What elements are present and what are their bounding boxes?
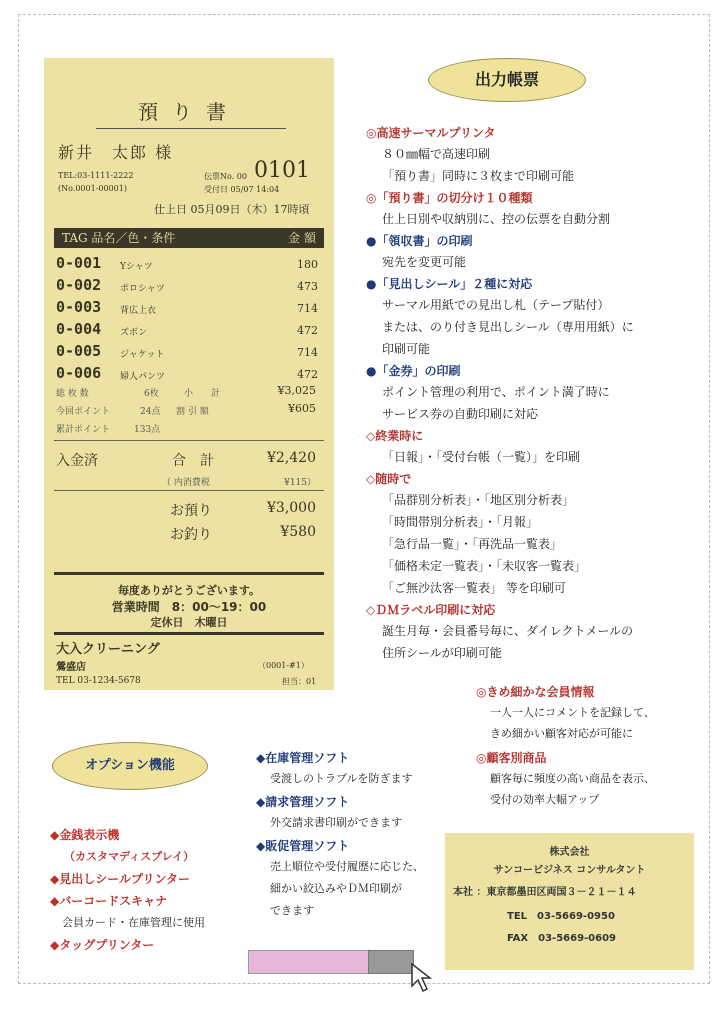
bullet-icon: ● xyxy=(366,277,377,291)
output-section-head xyxy=(366,232,706,251)
section-line: 受付の効率大幅アップ xyxy=(490,793,600,806)
receipt-item-row xyxy=(56,342,318,364)
option-item xyxy=(50,934,250,956)
section-title: 「金券」の印刷 xyxy=(376,364,461,378)
option-title: バーコードスキャナ xyxy=(59,894,168,908)
output-section-head xyxy=(366,189,706,208)
bullet-icon: ● xyxy=(366,364,377,378)
software-item xyxy=(256,836,446,856)
slip-no: 0101 xyxy=(254,158,310,183)
section-title: 高速サーマルプリンタ xyxy=(376,126,496,140)
software-title: 請求管理ソフト xyxy=(265,795,350,809)
company-fax: FAX 03-5669-0609 xyxy=(507,933,617,944)
bullet-icon: ◎ xyxy=(366,126,377,140)
progress-bar-pink xyxy=(248,950,370,974)
tax-label: （ 内消費税 xyxy=(162,478,210,488)
shop-branch: 鶯盛店 xyxy=(56,662,86,673)
slip-label: 伝票No. 00 xyxy=(204,172,247,181)
total-count-label: 総 枚 数 xyxy=(56,389,89,399)
bullet-icon: ◇ xyxy=(366,603,376,617)
section-line: 「預り書」同時に３枚まで印刷可能 xyxy=(382,169,575,183)
item-code: 0-001 xyxy=(56,254,102,272)
section-line: 仕上日別や収納別に、控の伝票を自動分割 xyxy=(382,212,611,226)
receipt-image xyxy=(44,58,334,690)
due-date: 仕上日 05月09日（木）17時頃 xyxy=(154,203,310,216)
section-title: 「見出しシール」２種に対応 xyxy=(376,277,533,291)
company-tel: TEL 03-5669-0950 xyxy=(507,911,615,922)
item-code: 0-004 xyxy=(56,320,102,338)
receipt-title: 預り書 xyxy=(138,100,240,124)
software-line: 受渡しのトラブルを防ぎます xyxy=(270,772,413,785)
total: ¥2,420 xyxy=(267,450,316,466)
points: 24点 xyxy=(140,407,161,417)
section-line: 住所シールが印刷可能 xyxy=(382,646,502,660)
output-section-head xyxy=(366,601,706,620)
item-price: 473 xyxy=(297,280,318,293)
divider xyxy=(54,440,324,441)
option-title: タッグプリンター xyxy=(59,938,155,952)
option-title: 見出しシールプリンター xyxy=(59,872,191,886)
change-label: お釣り xyxy=(170,527,212,543)
software-line: 外交請求書印刷ができます xyxy=(270,816,402,829)
section-line: 顧客毎に頻度の高い商品を表示、 xyxy=(490,772,655,785)
closed-text: 定休日 木曜日 xyxy=(150,616,228,629)
paid-label: 入金済 xyxy=(56,453,98,469)
cum-points-label: 累計ポイント xyxy=(56,425,111,435)
receipt-customer: 新井 太郎 様 xyxy=(58,143,174,162)
discount-label: 割 引 額 xyxy=(176,407,209,417)
bullet-icon: ◆ xyxy=(256,795,266,809)
shop-no: （0001-#1） xyxy=(258,661,309,670)
software-title: 販促管理ソフト xyxy=(265,839,350,853)
section-line: 一人一人にコメントを記録して、 xyxy=(490,706,655,719)
software-line: 細かい絞込みやＤＭ印刷が xyxy=(270,882,402,895)
subtotal-label: 小 計 xyxy=(184,389,221,399)
section-title: 「預り書」の切分け１０種類 xyxy=(376,191,533,205)
output-section-head xyxy=(366,362,706,381)
receipt-item-row xyxy=(56,364,318,386)
section-line: ８０㎜幅で高速印刷 xyxy=(382,147,491,161)
receipt-memberno: (No.0001-00001) xyxy=(58,184,127,193)
options-left xyxy=(50,824,250,956)
item-code: 0-006 xyxy=(56,364,102,382)
item-price: 714 xyxy=(297,346,318,359)
item-price: 180 xyxy=(297,258,318,271)
section-title: ＤＭラベル印刷に対応 xyxy=(375,603,496,617)
bullet-icon: ◆ xyxy=(50,894,60,908)
item-name: 婦人パンツ xyxy=(120,372,166,382)
section-line: 宛先を変更可能 xyxy=(382,255,467,269)
title-underline xyxy=(96,128,286,129)
hours-text: 営業時間 8：00〜19：00 xyxy=(111,600,267,614)
shop-tel: TEL 03-1234-5678 xyxy=(56,676,141,686)
section-line: サービス券の自動印刷に対応 xyxy=(382,407,539,421)
shop-name: 大入クリーニング xyxy=(56,642,160,657)
section-title: 随時で xyxy=(375,472,412,486)
received-date: 受付日 05/07 14:04 xyxy=(204,185,280,194)
receipt-tel: TEL:03-1111-2222 xyxy=(58,171,134,180)
bullet-icon: ◎ xyxy=(476,751,487,765)
company-box xyxy=(445,833,694,970)
section-line: 「日報」・「受付台帳（一覧）」を印刷 xyxy=(382,450,581,464)
staff: 担当：01 xyxy=(282,677,317,686)
total-count: 6枚 xyxy=(144,389,159,399)
change: ¥580 xyxy=(280,524,316,540)
output-title-oval: 出力帳票 xyxy=(428,58,586,102)
col-amount: 金 額 xyxy=(288,231,316,245)
section-title: 終業時に xyxy=(375,429,424,443)
bullet-icon: ◆ xyxy=(50,872,60,886)
software-line: できます xyxy=(270,904,314,917)
member-section-head xyxy=(476,682,706,702)
item-name: ジャケット xyxy=(120,350,165,360)
section-line: 印刷可能 xyxy=(382,342,431,356)
output-list xyxy=(366,124,706,664)
option-item xyxy=(50,868,250,890)
item-name: ズボン xyxy=(120,328,148,338)
item-code: 0-005 xyxy=(56,342,102,360)
software-item xyxy=(256,748,446,768)
deposit-label: お預り xyxy=(170,503,212,519)
bullet-icon: ● xyxy=(366,234,377,248)
receipt-item-row xyxy=(56,298,318,320)
software-title: 在庫管理ソフト xyxy=(265,751,350,765)
option-item xyxy=(50,824,250,846)
cum-points: 133点 xyxy=(134,425,161,435)
section-line: きめ細かい顧客対応が可能に xyxy=(490,727,633,740)
options-title-oval: オプション機能 xyxy=(52,742,208,790)
item-name: ポロシャツ xyxy=(120,284,165,294)
col-tag: TAG 品名／色・条件 xyxy=(62,231,176,245)
output-section-head xyxy=(366,124,706,143)
bullet-icon: ◆ xyxy=(50,938,60,952)
option-item xyxy=(50,890,250,912)
bullet-icon: ◎ xyxy=(476,685,487,699)
item-code: 0-003 xyxy=(56,298,102,316)
section-line: サーマル用紙での見出し札（テープ貼付） xyxy=(382,298,610,312)
section-title: きめ細かな会員情報 xyxy=(486,685,595,699)
thanks-text: 毎度ありがとうございます。 xyxy=(117,584,261,597)
company-address: 本社 ：東京都墨田区両国３－２１－１４ xyxy=(453,887,637,898)
bullet-icon: ◆ xyxy=(256,839,266,853)
progress-bar-gray xyxy=(368,950,414,974)
divider-thick xyxy=(54,572,324,575)
item-price: 472 xyxy=(297,368,318,381)
bullet-icon: ◇ xyxy=(366,429,376,443)
section-line: 「急行品一覧」・「再洗品一覧表」 xyxy=(382,537,563,551)
section-line: ポイント管理の利用で、ポイント満了時に xyxy=(382,385,610,399)
company-name2: サンコービジネス コンサルタント xyxy=(493,865,646,876)
options-middle xyxy=(256,748,446,922)
total-label: 合 計 xyxy=(172,453,214,469)
bullet-icon: ◆ xyxy=(50,828,60,842)
section-title: 「領収書」の印刷 xyxy=(376,234,473,248)
output-section-head xyxy=(366,470,706,489)
receipt-item-row xyxy=(56,254,318,276)
divider xyxy=(54,490,324,491)
company-name1: 株式会社 xyxy=(549,847,590,858)
subtotal: ¥3,025 xyxy=(277,384,316,397)
receipt-item-row xyxy=(56,320,318,342)
section-line: 「ご無沙汰客一覧表」 等を印刷可 xyxy=(382,581,566,595)
option-sub: （カスタマディスプレイ） xyxy=(64,850,195,863)
software-line: 売上順位や受付履歴に応じた、 xyxy=(270,860,424,873)
divider-thick xyxy=(54,632,324,635)
bullet-icon: ◆ xyxy=(256,751,266,765)
section-title: 顧客別商品 xyxy=(486,751,547,765)
section-line: または、のり付き見出しシール（専用用紙）に xyxy=(382,320,634,334)
item-price: 714 xyxy=(297,302,318,315)
tax: ¥115） xyxy=(284,478,316,488)
software-item xyxy=(256,792,446,812)
bullet-icon: ◎ xyxy=(366,191,377,205)
deposit: ¥3,000 xyxy=(267,500,316,516)
option-title: 金銭表示機 xyxy=(59,828,120,842)
points-label: 今回ポイント xyxy=(56,407,111,417)
option-sub: 会員カード・在庫管理に使用 xyxy=(62,916,205,929)
item-name: Yシャツ xyxy=(120,262,153,272)
item-price: 472 xyxy=(297,324,318,337)
item-name: 背広上衣 xyxy=(120,306,157,316)
member-section-head xyxy=(476,748,706,768)
output-section-head xyxy=(366,275,706,294)
item-code: 0-002 xyxy=(56,276,102,294)
bullet-icon: ◇ xyxy=(366,472,376,486)
member-list xyxy=(476,682,706,810)
receipt-item-row xyxy=(56,276,318,298)
receipt-column-header xyxy=(54,228,324,248)
section-line: 「価格未定一覧表」・「未収客一覧表」 xyxy=(382,559,587,573)
section-line: 「時間帯別分析表」・「月報」 xyxy=(382,515,539,529)
output-section-head xyxy=(366,427,706,446)
mouse-cursor-icon xyxy=(410,962,436,994)
section-line: 誕生月毎・会員番号毎に、ダイレクトメールの xyxy=(382,624,634,638)
section-line: 「品群別分析表」・「地区別分析表」 xyxy=(382,493,575,507)
discount: ¥605 xyxy=(288,402,316,415)
